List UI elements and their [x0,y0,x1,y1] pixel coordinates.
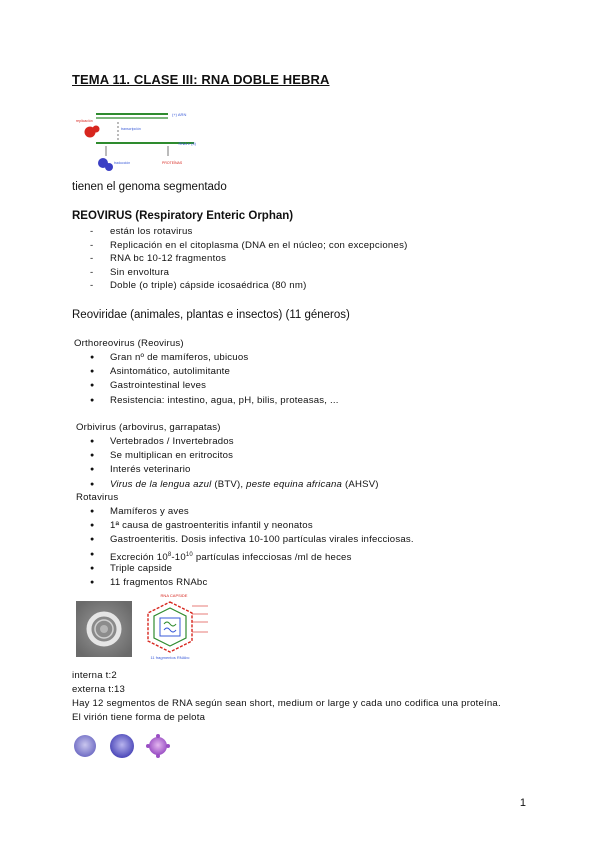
list-item: ● Gastroenteritis. Dosis infectiva 10-100 partículas virales infecciosas. [74,533,414,547]
list-item: - están los rotavirus [72,225,408,239]
rotavirus-capsid-diagram [134,592,214,662]
list-item: ● 1ª causa de gastroenteritis infantil y neonatos [74,519,414,533]
list-item: ● Se multiplican en eritrocitos [74,449,379,463]
diagram-label-mid-right: RNA ± (II) [178,141,196,146]
list-item: ● 11 fragmentos RNAbc [74,576,414,590]
diagram-label-top-right: (+) ARN [172,112,187,117]
segments-line: Hay 12 segmentos de RNA según sean short, medium or large y cada uno codifica una proteína. [72,698,501,709]
diagram-label-left-top: replicación [76,119,93,123]
btv-name: Virus de la lengua azul [110,478,212,490]
diagram-label-mid: transcripción [121,127,141,131]
blue-blob-icon-2 [105,163,113,171]
internal-line: interna t:2 [72,670,117,681]
virion-line: El virión tiene forma de pelota [72,712,206,723]
list-item [74,478,379,492]
orbivirus-heading: Orbivirus (arbovirus, garrapatas) [76,422,221,433]
list-item: ● Gastrointestinal leves [74,379,339,393]
list-item: ● Triple capside [74,562,414,576]
middle-capsid-icon [154,608,186,646]
rotavirus-list [74,505,414,590]
ahsv-abbr: (AHSV) [342,478,379,490]
btv-abbr: (BTV), [211,478,247,490]
page-number: 1 [519,797,526,809]
orthoreovirus-list [74,351,339,408]
capsid-caption-top: RNA CAPSIDE [160,593,188,598]
virion-images [72,726,182,762]
orbivirus-list [74,435,379,492]
list-item: - Replicación en el citoplasma (DNA en el núcleo; con excepciones) [72,239,408,253]
virion-icon-2 [110,734,134,758]
list-item: ● Vertebrados / Invertebrados [74,435,379,449]
list-item: ● Gran nº de mamíferos, ubicuos [74,351,339,365]
diagram-label-bottom-right: PROTEÍNAS [162,161,183,165]
reovirus-heading: REOVIRUS (Respiratory Enteric Orphan) [72,210,294,222]
list-item: ● Interés veterinario [74,463,379,477]
list-item: ● Mamíferos y aves [74,505,414,519]
virion-icon-3 [149,737,167,755]
external-line: externa t:13 [72,684,126,695]
inner-core-icon [160,618,180,636]
rotavirus-micrograph [76,601,132,657]
orthoreovirus-heading: Orthoreovirus (Reovirus) [74,338,184,349]
reovirus-list [72,225,408,293]
page-title: TEMA 11. CLASE III: RNA DOBLE HEBRA [72,72,330,87]
diagram-label-bottom-left: traducción [114,161,131,165]
segment-note: tienen el genoma segmentado [72,181,227,193]
list-item: ● Resistencia: intestino, agua, pH, bilis, proteasas, ... [74,394,339,408]
outer-capsid-icon [148,602,192,652]
list-item: - Sin envoltura [72,266,408,280]
capsid-caption-bottom: 11 fragmentos RNAbc [150,655,190,660]
list-item: - Doble (o triple) cápside icosaédrica (80 nm) [72,279,408,293]
reoviridae-line: Reoviridae (animales, plantas e insectos) (11 géneros) [72,309,350,321]
rotavirus-heading: Rotavirus [76,492,119,503]
list-item: ● Excreción $10^8-10^{10}$ partículas infecciosas /ml de heces [74,548,414,562]
ahsv-name: peste equina africana [246,478,343,490]
replication-diagram [76,104,206,176]
list-item: ● Asintomático, autolimitante [74,365,339,379]
red-blob-icon-2 [93,126,100,133]
list-item: - RNA bc 10-12 fragmentos [72,252,408,266]
virion-icon-1 [74,735,96,757]
